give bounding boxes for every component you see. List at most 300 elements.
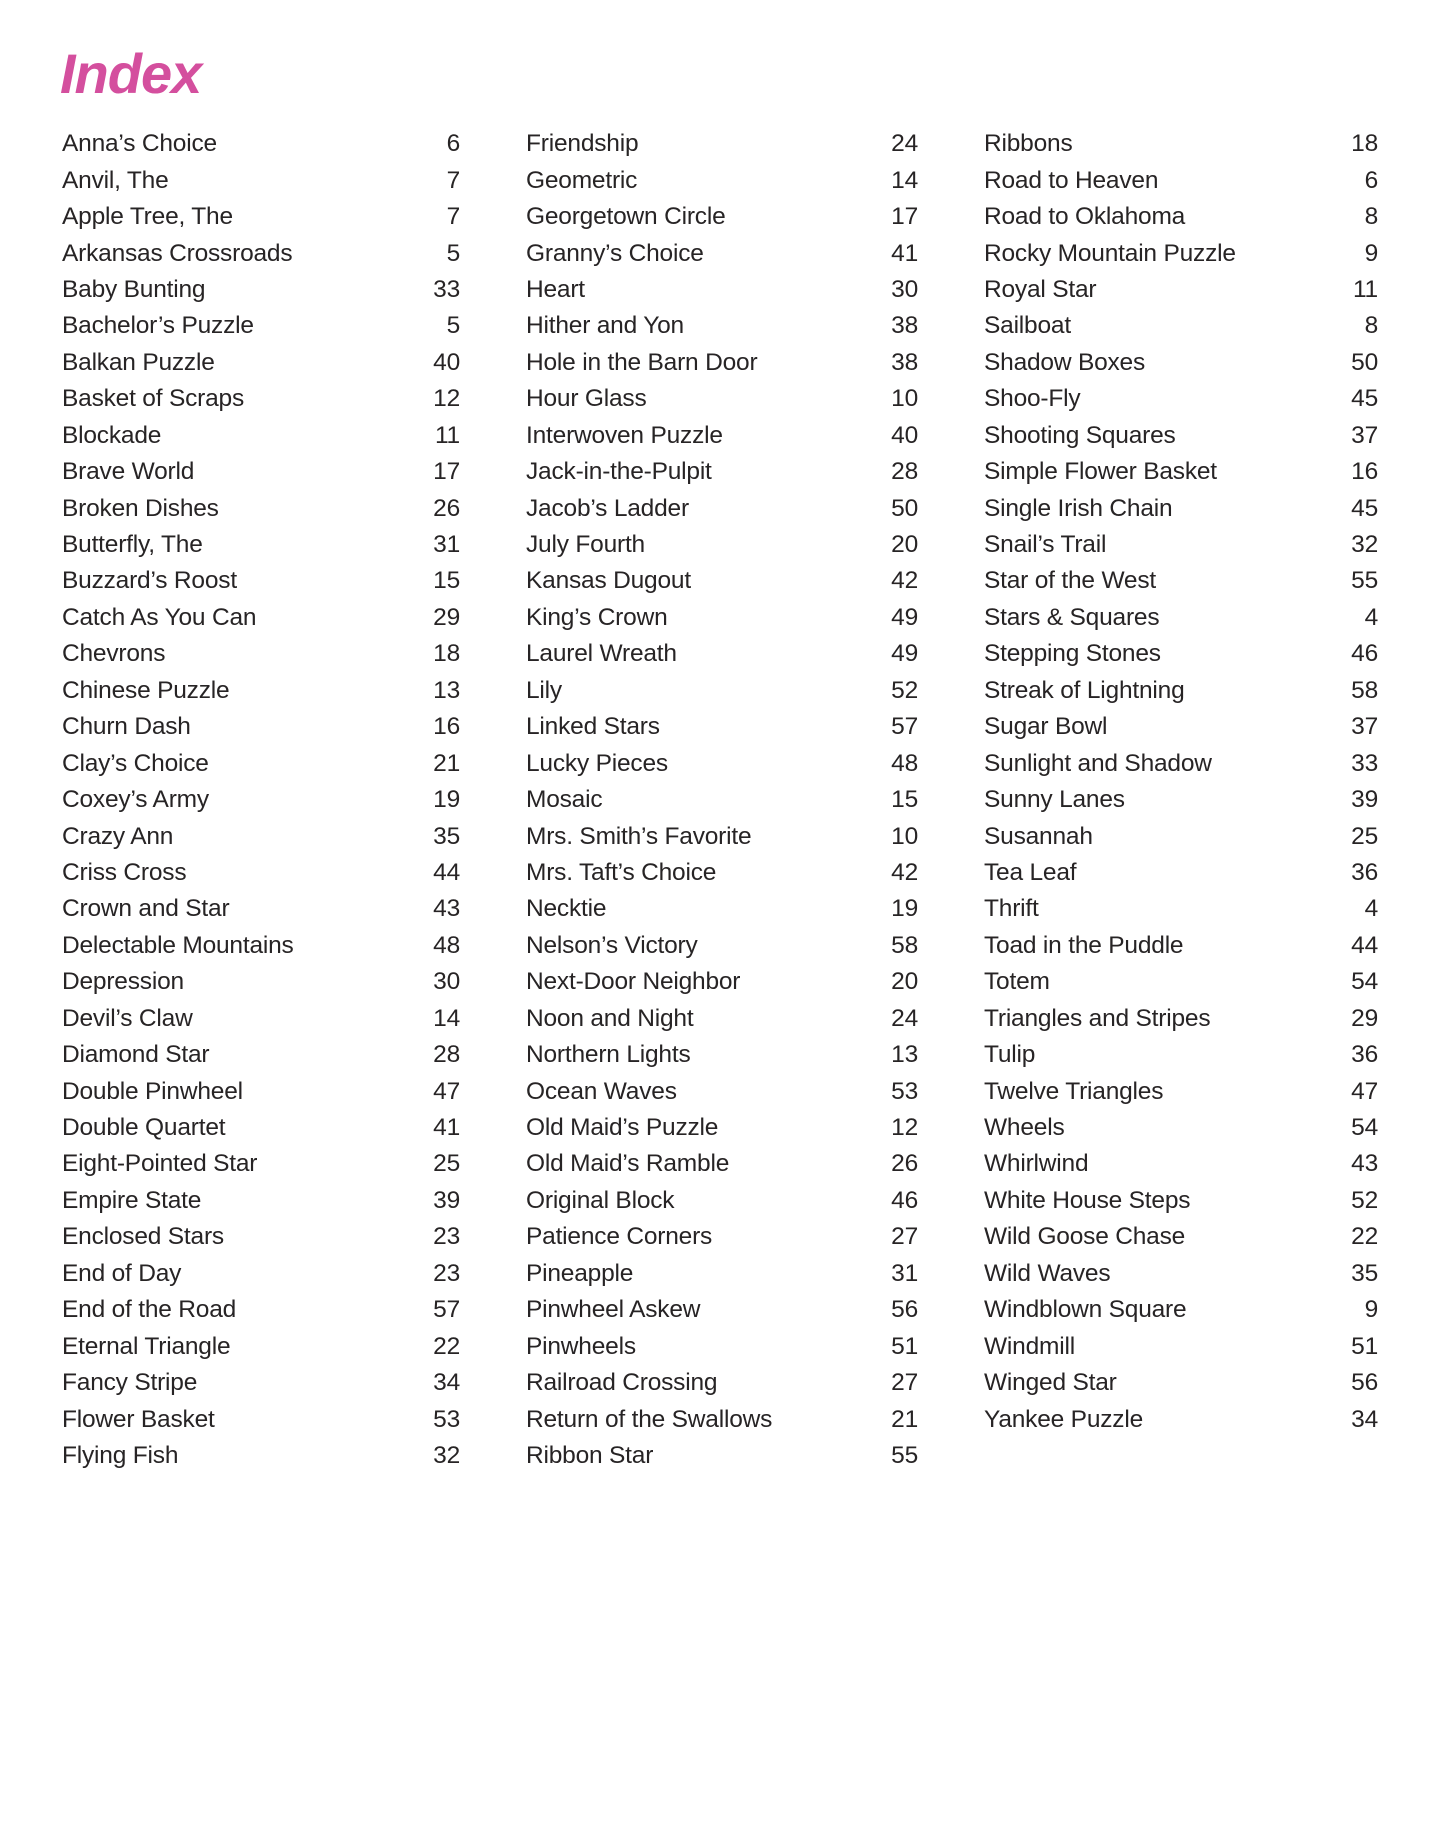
index-entry (62, 1183, 460, 1219)
index-entry (526, 1037, 918, 1073)
index-entry (526, 345, 918, 381)
entry-name: Pineapple (526, 1259, 634, 1287)
entry-page-number: 4 (1364, 603, 1378, 631)
index-entry (526, 199, 918, 235)
index-entry (526, 1001, 918, 1037)
entry-name: July Fourth (526, 531, 645, 559)
entry-name: Broken Dishes (62, 494, 219, 522)
entry-page-number: 55 (1351, 567, 1378, 595)
entry-name: Stepping Stones (984, 640, 1161, 668)
entry-page-number: 7 (446, 166, 460, 194)
entry-page-number: 55 (891, 1441, 918, 1469)
index-column-3 (984, 126, 1378, 1474)
index-entry (526, 527, 918, 563)
entry-name: Twelve Triangles (984, 1077, 1164, 1105)
entry-name: Old Maid’s Ramble (526, 1150, 730, 1178)
entry-page-number: 44 (433, 858, 460, 886)
index-entry (526, 162, 918, 198)
entry-page-number: 20 (891, 968, 918, 996)
entry-name: Baby Bunting (62, 275, 206, 303)
index-entry (62, 418, 460, 454)
index-entry (62, 1037, 460, 1073)
entry-page-number: 58 (1351, 676, 1378, 704)
entry-page-number: 48 (891, 749, 918, 777)
entry-name: Flying Fish (62, 1441, 179, 1469)
entry-name: Geometric (526, 166, 638, 194)
index-entry (984, 1110, 1378, 1146)
entry-name: Royal Star (984, 275, 1097, 303)
entry-page-number: 41 (891, 239, 918, 267)
index-entry (984, 1219, 1378, 1255)
entry-page-number: 33 (1351, 749, 1378, 777)
entry-name: Eternal Triangle (62, 1332, 231, 1360)
index-entry (62, 891, 460, 927)
entry-page-number: 27 (891, 1223, 918, 1251)
entry-name: Diamond Star (62, 1041, 210, 1069)
index-entry (526, 1328, 918, 1364)
entry-page-number: 14 (891, 166, 918, 194)
index-entry (526, 636, 918, 672)
index-entry (984, 1183, 1378, 1219)
entry-page-number: 45 (1351, 385, 1378, 413)
entry-name: Original Block (526, 1186, 675, 1214)
index-entry (526, 418, 918, 454)
page-title: Index (60, 42, 202, 105)
entry-page-number: 25 (433, 1150, 460, 1178)
entry-name: Northern Lights (526, 1041, 691, 1069)
index-entry (62, 490, 460, 526)
entry-page-number: 47 (1351, 1077, 1378, 1105)
entry-page-number: 48 (433, 931, 460, 959)
index-entry (526, 1183, 918, 1219)
index-entry (62, 1146, 460, 1182)
entry-page-number: 13 (891, 1041, 918, 1069)
entry-name: Jacob’s Ladder (526, 494, 689, 522)
entry-page-number: 24 (891, 1004, 918, 1032)
index-entry (984, 345, 1378, 381)
entry-page-number: 45 (1351, 494, 1378, 522)
index-entry (62, 345, 460, 381)
entry-page-number: 35 (1351, 1259, 1378, 1287)
index-entry (984, 782, 1378, 818)
entry-name: Apple Tree, The (62, 203, 233, 231)
entry-name: Depression (62, 968, 184, 996)
entry-name: Buzzard’s Roost (62, 567, 237, 595)
index-entry (62, 782, 460, 818)
index-entry (62, 818, 460, 854)
entry-name: Sunny Lanes (984, 786, 1125, 814)
index-entry (984, 454, 1378, 490)
entry-page-number: 52 (891, 676, 918, 704)
index-entry (984, 490, 1378, 526)
entry-page-number: 32 (1351, 531, 1378, 559)
entry-name: Necktie (526, 895, 607, 923)
index-entry (62, 1292, 460, 1328)
entry-page-number: 26 (891, 1150, 918, 1178)
entry-name: Criss Cross (62, 858, 187, 886)
entry-name: Devil’s Claw (62, 1004, 193, 1032)
entry-page-number: 24 (891, 130, 918, 158)
entry-page-number: 49 (891, 603, 918, 631)
index-entry (62, 1256, 460, 1292)
entry-name: Chinese Puzzle (62, 676, 230, 704)
index-entry (62, 126, 460, 162)
entry-name: Star of the West (984, 567, 1157, 595)
entry-name: Nelson’s Victory (526, 931, 698, 959)
index-entry (62, 1401, 460, 1437)
entry-name: Interwoven Puzzle (526, 421, 723, 449)
index-entry (526, 673, 918, 709)
index-entry (62, 709, 460, 745)
entry-name: Tea Leaf (984, 858, 1077, 886)
entry-name: Kansas Dugout (526, 567, 691, 595)
index-entry (526, 964, 918, 1000)
entry-page-number: 6 (446, 130, 460, 158)
entry-page-number: 39 (1351, 786, 1378, 814)
index-entry (984, 527, 1378, 563)
entry-page-number: 35 (433, 822, 460, 850)
entry-name: Arkansas Crossroads (62, 239, 293, 267)
index-entry (526, 709, 918, 745)
entry-name: Double Pinwheel (62, 1077, 243, 1105)
index-entry (62, 1219, 460, 1255)
index-entry (526, 855, 918, 891)
entry-page-number: 53 (891, 1077, 918, 1105)
entry-name: Windmill (984, 1332, 1075, 1360)
entry-name: Road to Heaven (984, 166, 1159, 194)
index-entry (526, 1401, 918, 1437)
entry-name: Whirlwind (984, 1150, 1089, 1178)
entry-name: Crazy Ann (62, 822, 174, 850)
entry-page-number: 5 (446, 312, 460, 340)
index-entry (62, 928, 460, 964)
entry-page-number: 19 (433, 786, 460, 814)
entry-page-number: 26 (433, 494, 460, 522)
entry-page-number: 18 (1351, 130, 1378, 158)
entry-name: Friendship (526, 130, 639, 158)
entry-name: Enclosed Stars (62, 1223, 224, 1251)
entry-page-number: 27 (891, 1369, 918, 1397)
entry-name: White House Steps (984, 1186, 1191, 1214)
entry-page-number: 22 (433, 1332, 460, 1360)
entry-name: Double Quartet (62, 1114, 226, 1142)
entry-page-number: 36 (1351, 858, 1378, 886)
index-entry (62, 855, 460, 891)
entry-name: End of the Road (62, 1296, 237, 1324)
index-entry (984, 1037, 1378, 1073)
entry-page-number: 40 (891, 421, 918, 449)
entry-page-number: 49 (891, 640, 918, 668)
entry-page-number: 47 (433, 1077, 460, 1105)
entry-page-number: 42 (891, 858, 918, 886)
entry-page-number: 17 (433, 458, 460, 486)
index-entry (62, 199, 460, 235)
index-entry (526, 928, 918, 964)
entry-page-number: 11 (1352, 275, 1378, 303)
index-entry (984, 1292, 1378, 1328)
entry-name: End of Day (62, 1259, 182, 1287)
index-entry (62, 673, 460, 709)
entry-page-number: 43 (433, 895, 460, 923)
entry-page-number: 28 (433, 1041, 460, 1069)
entry-name: Tulip (984, 1041, 1036, 1069)
entry-name: Stars & Squares (984, 603, 1160, 631)
entry-page-number: 51 (891, 1332, 918, 1360)
index-entry (984, 1001, 1378, 1037)
index-entry (62, 1365, 460, 1401)
entry-name: Single Irish Chain (984, 494, 1173, 522)
entry-page-number: 4 (1364, 895, 1378, 923)
entry-page-number: 43 (1351, 1150, 1378, 1178)
entry-name: Thrift (984, 895, 1039, 923)
entry-page-number: 37 (1351, 713, 1378, 741)
entry-name: Hour Glass (526, 385, 647, 413)
entry-page-number: 37 (1351, 421, 1378, 449)
entry-page-number: 21 (891, 1405, 918, 1433)
entry-page-number: 38 (891, 312, 918, 340)
entry-name: Eight-Pointed Star (62, 1150, 258, 1178)
entry-name: Sunlight and Shadow (984, 749, 1212, 777)
entry-page-number: 52 (1351, 1186, 1378, 1214)
index-entry (984, 636, 1378, 672)
entry-name: Shadow Boxes (984, 348, 1146, 376)
index-entry (984, 199, 1378, 235)
index-entry (62, 964, 460, 1000)
entry-name: Snail’s Trail (984, 531, 1107, 559)
entry-name: Return of the Swallows (526, 1405, 773, 1433)
entry-name: Mrs. Taft’s Choice (526, 858, 717, 886)
index-entry (984, 1328, 1378, 1364)
entry-page-number: 44 (1351, 931, 1378, 959)
entry-name: Totem (984, 968, 1050, 996)
index-entry (526, 1365, 918, 1401)
index-entry (984, 563, 1378, 599)
entry-page-number: 9 (1364, 1296, 1378, 1324)
entry-page-number: 8 (1364, 203, 1378, 231)
entry-page-number: 8 (1364, 312, 1378, 340)
index-entry (526, 1146, 918, 1182)
entry-name: Flower Basket (62, 1405, 215, 1433)
entry-name: Susannah (984, 822, 1093, 850)
index-entry (62, 235, 460, 271)
index-entry (984, 272, 1378, 308)
index-entry (984, 308, 1378, 344)
entry-name: Wheels (984, 1114, 1065, 1142)
index-entry (984, 162, 1378, 198)
entry-name: Churn Dash (62, 713, 191, 741)
entry-page-number: 46 (1351, 640, 1378, 668)
entry-name: Basket of Scraps (62, 385, 244, 413)
index-entry (62, 1073, 460, 1109)
entry-page-number: 50 (1351, 348, 1378, 376)
index-entry (526, 1438, 918, 1474)
index-entry (984, 418, 1378, 454)
entry-page-number: 12 (433, 385, 460, 413)
entry-name: Clay’s Choice (62, 749, 209, 777)
entry-page-number: 54 (1351, 1114, 1378, 1142)
entry-page-number: 38 (891, 348, 918, 376)
entry-name: Shooting Squares (984, 421, 1176, 449)
entry-page-number: 31 (433, 531, 460, 559)
entry-page-number: 15 (891, 786, 918, 814)
entry-page-number: 46 (891, 1186, 918, 1214)
index-entry (62, 454, 460, 490)
entry-page-number: 29 (433, 603, 460, 631)
entry-page-number: 25 (1351, 822, 1378, 850)
entry-name: Old Maid’s Puzzle (526, 1114, 719, 1142)
entry-name: Empire State (62, 1186, 202, 1214)
entry-page-number: 56 (891, 1296, 918, 1324)
entry-page-number: 42 (891, 567, 918, 595)
entry-name: Sailboat (984, 312, 1071, 340)
index-entry (526, 600, 918, 636)
entry-name: Mrs. Smith’s Favorite (526, 822, 752, 850)
entry-name: Crown and Star (62, 895, 230, 923)
entry-page-number: 56 (1351, 1369, 1378, 1397)
entry-page-number: 11 (434, 421, 460, 449)
index-columns (62, 126, 1378, 1474)
entry-page-number: 16 (1351, 458, 1378, 486)
entry-page-number: 21 (433, 749, 460, 777)
index-entry (984, 126, 1378, 162)
entry-name: Jack-in-the-Pulpit (526, 458, 712, 486)
entry-page-number: 5 (446, 239, 460, 267)
entry-name: Railroad Crossing (526, 1369, 718, 1397)
index-entry (984, 1401, 1378, 1437)
entry-page-number: 57 (433, 1296, 460, 1324)
index-entry (984, 235, 1378, 271)
index-entry (984, 381, 1378, 417)
entry-name: Next-Door Neighbor (526, 968, 741, 996)
entry-page-number: 32 (433, 1441, 460, 1469)
entry-name: Triangles and Stripes (984, 1004, 1211, 1032)
index-entry (62, 600, 460, 636)
index-entry (62, 1438, 460, 1474)
entry-page-number: 18 (433, 640, 460, 668)
index-entry (526, 745, 918, 781)
index-entry (526, 235, 918, 271)
index-entry (526, 272, 918, 308)
entry-page-number: 58 (891, 931, 918, 959)
index-entry (62, 1328, 460, 1364)
entry-name: Coxey’s Army (62, 786, 209, 814)
entry-name: Road to Oklahoma (984, 203, 1186, 231)
entry-name: Patience Corners (526, 1223, 713, 1251)
entry-name: Granny’s Choice (526, 239, 704, 267)
entry-name: Wild Goose Chase (984, 1223, 1186, 1251)
index-entry (526, 490, 918, 526)
entry-name: Georgetown Circle (526, 203, 726, 231)
index-entry (984, 855, 1378, 891)
entry-name: Lucky Pieces (526, 749, 668, 777)
index-entry (984, 1146, 1378, 1182)
index-entry (526, 563, 918, 599)
entry-page-number: 7 (446, 203, 460, 231)
entry-name: Noon and Night (526, 1004, 694, 1032)
index-entry (984, 1073, 1378, 1109)
entry-page-number: 19 (891, 895, 918, 923)
index-entry (62, 636, 460, 672)
entry-page-number: 31 (891, 1259, 918, 1287)
entry-name: Ribbons (984, 130, 1073, 158)
entry-page-number: 15 (433, 567, 460, 595)
entry-page-number: 41 (433, 1114, 460, 1142)
entry-page-number: 30 (891, 275, 918, 303)
index-entry (526, 891, 918, 927)
entry-name: Butterfly, The (62, 531, 203, 559)
index-entry (984, 600, 1378, 636)
entry-name: Sugar Bowl (984, 713, 1108, 741)
index-entry (526, 308, 918, 344)
index-entry (526, 1219, 918, 1255)
entry-name: Catch As You Can (62, 603, 257, 631)
index-entry (526, 1110, 918, 1146)
index-entry (62, 381, 460, 417)
entry-name: King’s Crown (526, 603, 668, 631)
index-column-2 (526, 126, 918, 1474)
entry-name: Winged Star (984, 1369, 1117, 1397)
entry-name: Linked Stars (526, 713, 660, 741)
index-entry (62, 527, 460, 563)
entry-name: Shoo-Fly (984, 385, 1081, 413)
entry-page-number: 6 (1364, 166, 1378, 194)
entry-name: Windblown Square (984, 1296, 1187, 1324)
entry-name: Delectable Mountains (62, 931, 294, 959)
index-entry (984, 1365, 1378, 1401)
index-entry (984, 818, 1378, 854)
entry-page-number: 10 (891, 385, 918, 413)
index-entry (984, 928, 1378, 964)
entry-page-number: 20 (891, 531, 918, 559)
entry-page-number: 36 (1351, 1041, 1378, 1069)
entry-page-number: 39 (433, 1186, 460, 1214)
entry-name: Hither and Yon (526, 312, 684, 340)
index-entry (526, 782, 918, 818)
entry-page-number: 23 (433, 1223, 460, 1251)
entry-page-number: 57 (891, 713, 918, 741)
index-entry (62, 563, 460, 599)
entry-page-number: 14 (433, 1004, 460, 1032)
entry-page-number: 53 (433, 1405, 460, 1433)
entry-name: Yankee Puzzle (984, 1405, 1144, 1433)
entry-name: Wild Waves (984, 1259, 1111, 1287)
index-entry (62, 745, 460, 781)
entry-page-number: 29 (1351, 1004, 1378, 1032)
entry-name: Anvil, The (62, 166, 169, 194)
entry-page-number: 30 (433, 968, 460, 996)
entry-name: Lily (526, 676, 562, 704)
entry-page-number: 33 (433, 275, 460, 303)
entry-page-number: 50 (891, 494, 918, 522)
entry-page-number: 40 (433, 348, 460, 376)
entry-name: Chevrons (62, 640, 166, 668)
entry-name: Blockade (62, 421, 162, 449)
entry-name: Bachelor’s Puzzle (62, 312, 254, 340)
index-entry (526, 1256, 918, 1292)
entry-name: Balkan Puzzle (62, 348, 215, 376)
entry-page-number: 22 (1351, 1223, 1378, 1251)
index-entry (526, 381, 918, 417)
entry-name: Pinwheel Askew (526, 1296, 701, 1324)
entry-name: Brave World (62, 458, 195, 486)
index-entry (984, 673, 1378, 709)
index-entry (526, 818, 918, 854)
index-entry (526, 1292, 918, 1328)
entry-page-number: 34 (433, 1369, 460, 1397)
index-entry (526, 454, 918, 490)
index-entry (62, 272, 460, 308)
entry-name: Fancy Stripe (62, 1369, 198, 1397)
